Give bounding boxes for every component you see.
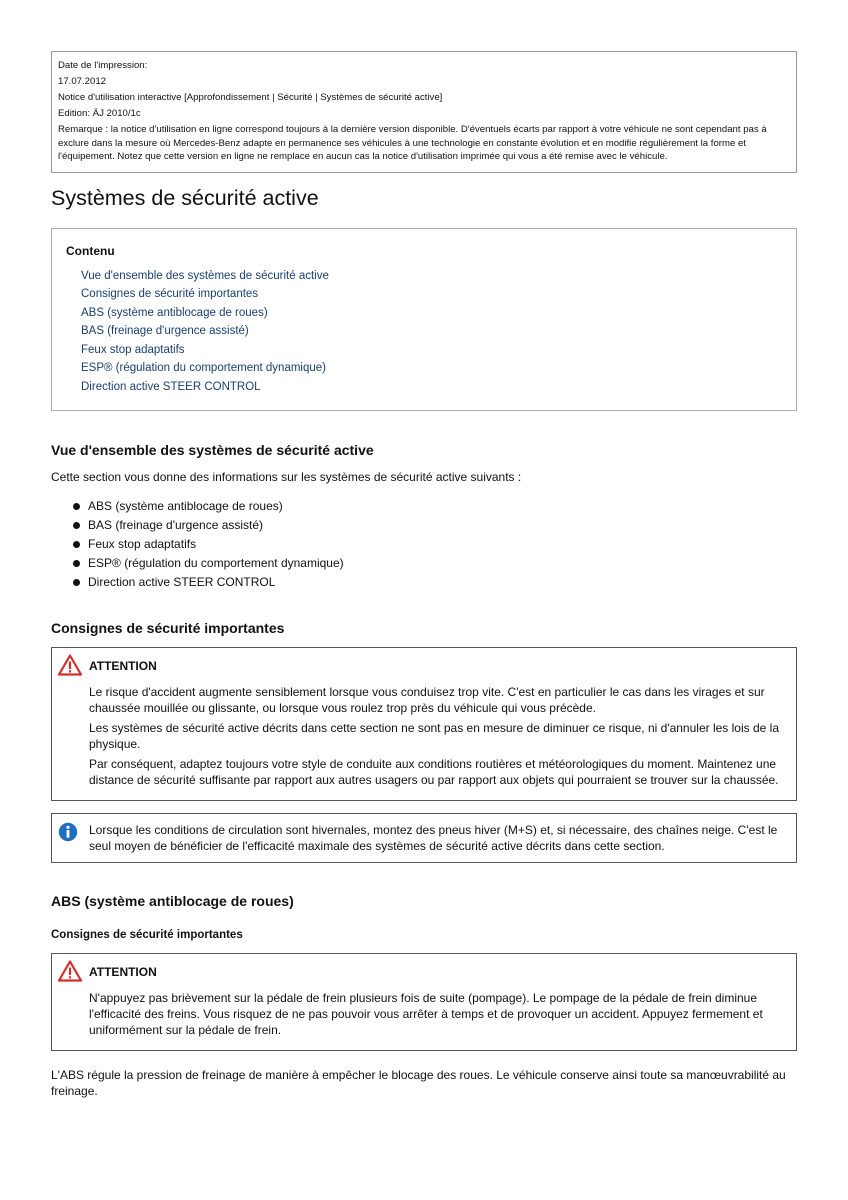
info-text: Lorsque les conditions de circulation sont hivernales, montez des pneus hiver (M+S) et, si nécessaire, des chaînes neige. C'est le seul moyen de bénéficier de l'efficacité maximale des systèmes de sécurité active décrits dans cette section. — [89, 822, 778, 853]
list-item: ABS (système antiblocage de roues) — [51, 497, 797, 516]
safety-heading: Consignes de sécurité importantes — [51, 619, 285, 636]
warning-triangle-icon — [58, 960, 82, 982]
list-item: ESP® (régulation du comportement dynamique) — [51, 554, 797, 573]
warning-title: ATTENTION — [89, 658, 157, 673]
toc-link-abs[interactable]: ABS (système antiblocage de roues) — [81, 306, 268, 319]
toc-link-steer-control[interactable]: Direction active STEER CONTROL — [81, 380, 261, 393]
warning-triangle-icon — [58, 654, 82, 676]
edition: Edition: ÄJ 2010/1c — [58, 108, 141, 119]
safety-warning-box — [51, 647, 797, 801]
page-title: Systèmes de sécurité active — [51, 185, 319, 210]
toc-link-esp[interactable]: ESP® (régulation du comportement dynamique) — [81, 362, 326, 375]
overview-heading: Vue d'ensemble des systèmes de sécurité active — [51, 441, 374, 458]
toc-link-bas[interactable]: BAS (freinage d'urgence assisté) — [81, 325, 249, 338]
document-page — [51, 51, 797, 1099]
overview-intro: Cette section vous donne des informations sur les systèmes de sécurité active suivants : — [51, 469, 522, 484]
table-of-contents — [51, 228, 797, 411]
abs-subheading: Consignes de sécurité importantes — [51, 928, 243, 941]
document-breadcrumb: Notice d'utilisation interactive [Approfondissement | Sécurité | Systèmes de sécurité active] — [58, 92, 443, 103]
warning-title: ATTENTION — [89, 964, 157, 979]
info-box — [51, 813, 797, 863]
list-item: BAS (freinage d'urgence assisté) — [51, 516, 797, 535]
warning-paragraph: Les systèmes de sécurité active décrits dans cette section ne sont pas en mesure de diminuer ce risque, ni d'annuler les lois de la physique. — [89, 720, 779, 751]
warning-paragraph: Le risque d'accident augmente sensiblement lorsque vous conduisez trop vite. C'est en particulier le cas dans les virages et sur chaussée mouillée ou glissante, ou lorsque vous roulez trop près du véhicule qui vous précède. — [89, 684, 765, 715]
print-date: 17.07.2012 — [58, 76, 107, 87]
toc-link-overview[interactable]: Vue d'ensemble des systèmes de sécurité active — [81, 269, 329, 282]
info-icon — [58, 822, 78, 842]
abs-body: L'ABS régule la pression de freinage de manière à empêcher le blocage des roues. Le véhicule conserve ainsi toute sa manœuvrabilité au freinage. — [51, 1067, 786, 1098]
print-date-label: Date de l'impression: — [58, 60, 148, 71]
print-header — [51, 51, 797, 173]
abs-heading: ABS (système antiblocage de roues) — [51, 892, 294, 909]
warning-paragraph: N'appuyez pas brièvement sur la pédale de frein plusieurs fois de suite (pompage). Le pompage de la pédale de frein diminue l'efficacité des freins. Vous risquez de ne pas pouvoir vous arrêter à temps et de provoquer un accident. Appuyez fermement et uniformément sur la pédale de frein. — [89, 990, 763, 1037]
toc-title: Contenu — [66, 243, 115, 258]
remark: Remarque : la notice d'utilisation en ligne correspond toujours à la dernière version disponible. D'éventuels écarts par rapport à votre véhicule ne sont cependant pas à exclure dans la mesure où Mercedes-Benz adapte en permanence ses véhicules à une technologie en constante évolution et en modifie régulièrement la forme et l'équipement. Notez que cette version en ligne ne remplace en aucun cas la notice d'utilisation imprimée qui vous a été remise avec le véhicule. — [58, 124, 767, 163]
warning-paragraph: Par conséquent, adaptez toujours votre style de conduite aux conditions routières et météorologiques du moment. Maintenez une distance de sécurité suffisante par rapport aux autres usagers ou par rapport aux objets qui pourraient se trouver sur la chaussée. — [89, 756, 779, 787]
toc-link-safety[interactable]: Consignes de sécurité importantes — [81, 288, 259, 301]
toc-link-brake-lights[interactable]: Feux stop adaptatifs — [81, 343, 185, 356]
overview-list — [51, 497, 797, 592]
list-item: Direction active STEER CONTROL — [51, 573, 797, 592]
abs-warning-box — [51, 953, 797, 1051]
list-item: Feux stop adaptatifs — [51, 535, 797, 554]
